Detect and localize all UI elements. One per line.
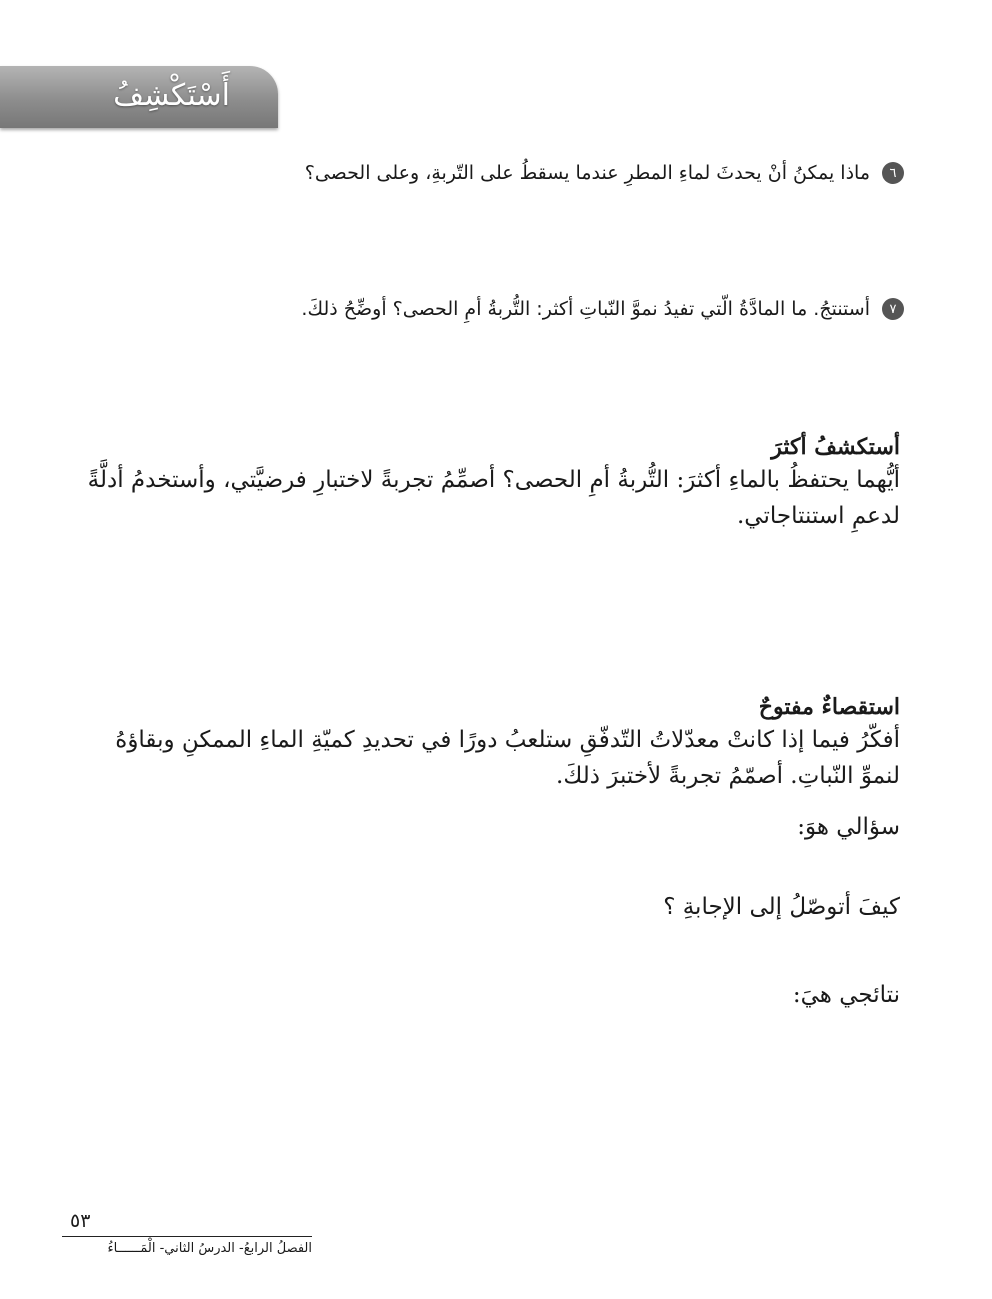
question-text: ماذا يمكنُ أنْ يحدثَ لماءِ المطرِ عندما يسقطُ على التّربةِ، وعلى الحصى؟ bbox=[304, 162, 870, 184]
open-inquiry-section bbox=[80, 692, 900, 794]
my-results-prompt: نتائجي هيَ: bbox=[792, 982, 900, 1008]
open-inquiry-body: أفكّرُ فيما إذا كانتْ معدّلاتُ التّدفّقِ ستلعبُ دورًا في تحديدِ كميّةِ الماءِ الممكنِ وبقاؤهُ لنموِّ النّباتِ. أصمّمُ تجربةً لأختبرَ ذلكَ. bbox=[115, 727, 900, 789]
question-6 bbox=[305, 162, 904, 184]
section-header-tab bbox=[0, 66, 278, 128]
question-7 bbox=[301, 298, 904, 320]
question-number-badge: ٧ bbox=[882, 298, 904, 320]
question-number-badge: ٦ bbox=[882, 162, 904, 184]
my-question-prompt: سؤالي هوَ: bbox=[797, 814, 900, 840]
how-answer-prompt: كيفَ أتوصّلُ إلى الإجابةِ ؟ bbox=[663, 894, 900, 920]
footer-chapter-label: الفصلُ الرابعُ- الدرسُ الثاني- الْمَــــــاءُ bbox=[107, 1241, 312, 1256]
explore-more-body: أيُّهما يحتفظُ بالماءِ أكثرَ: التُّربةُ أمِ الحصى؟ أصمِّمُ تجربةً لاختبارِ فرضيَّتي، وأستخدمُ أدلَّةً لدعمِ استنتاجاتي. bbox=[87, 467, 900, 529]
section-header-title: أَسْتَكْشِفُ bbox=[113, 78, 230, 113]
explore-more-section bbox=[80, 432, 900, 534]
open-inquiry-title: استقصاءٌ مفتوحٌ bbox=[758, 694, 900, 720]
footer-divider bbox=[62, 1236, 312, 1237]
question-text: أستنتجُ. ما المادَّةُ الّتي تفيدُ نموَّ النّباتِ أكثر: التُّربةُ أمِ الحصى؟ أوضِّحُ ذلكَ. bbox=[301, 298, 870, 320]
page-number: ٥٣ bbox=[70, 1210, 91, 1232]
explore-more-title: أستكشفُ أكثرَ bbox=[771, 434, 900, 460]
